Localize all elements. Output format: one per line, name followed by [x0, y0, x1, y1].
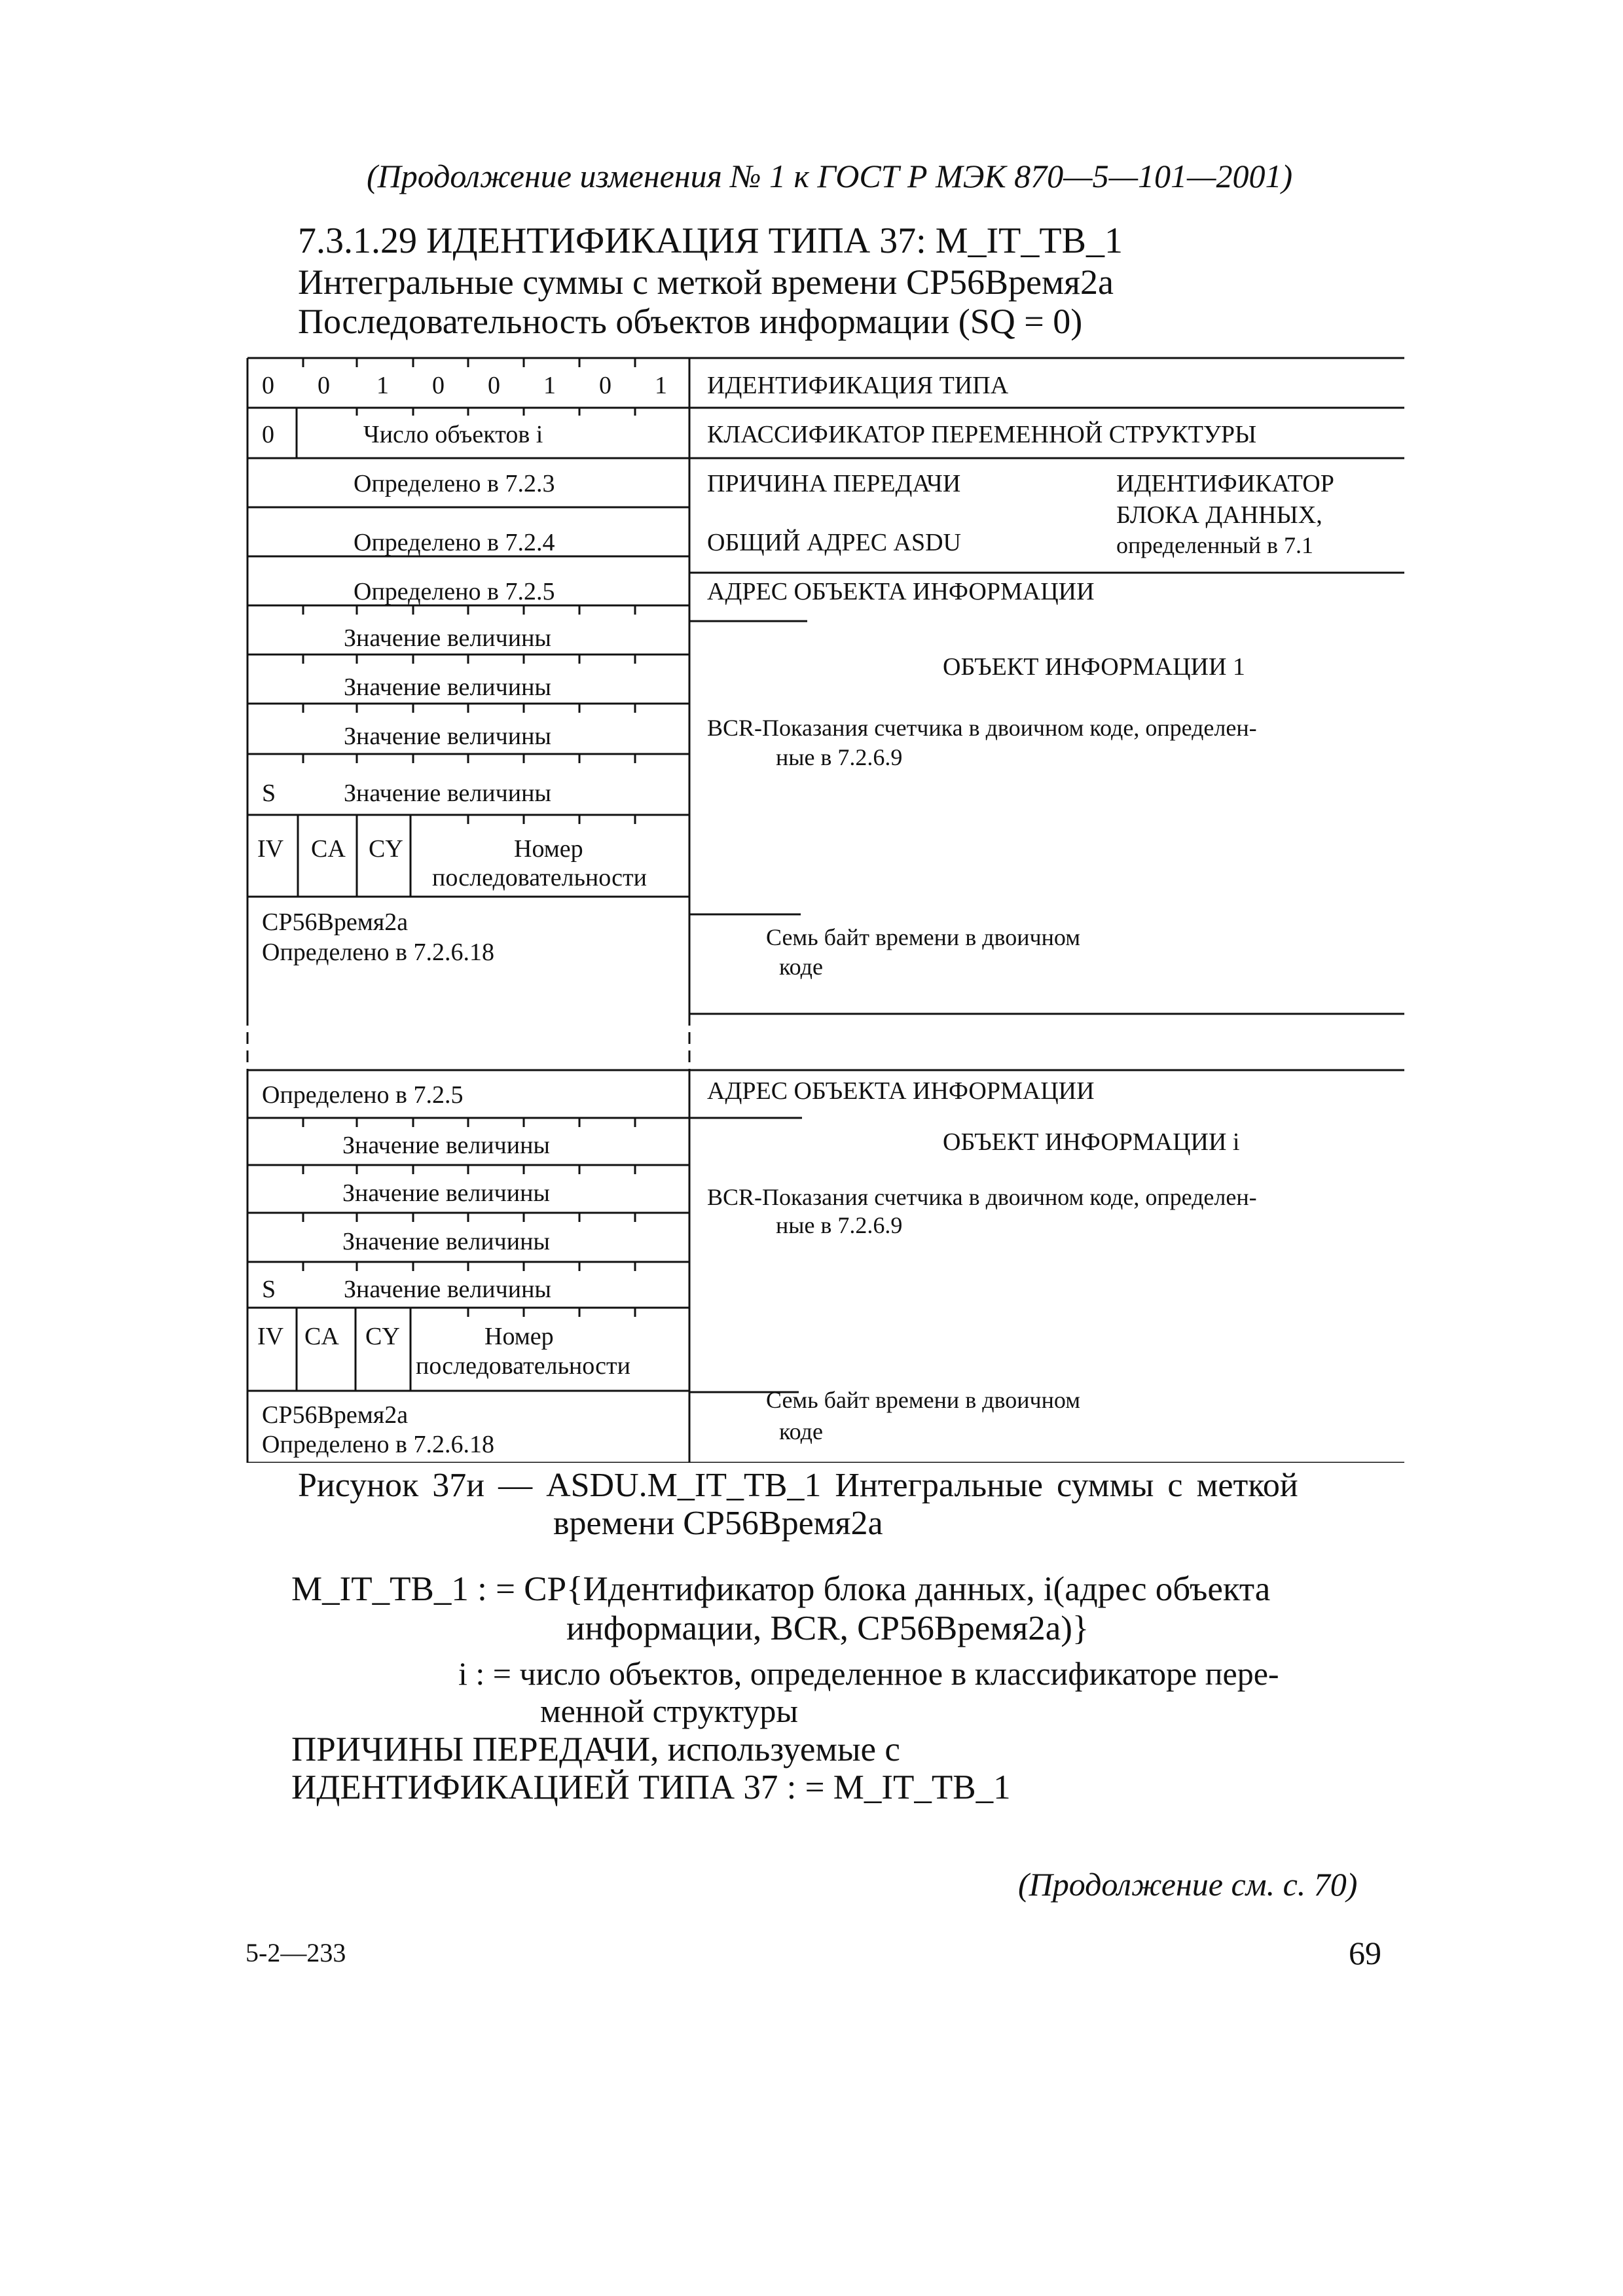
value-label: Значение величины: [344, 1276, 551, 1303]
duid-label-1: ИДЕНТИФИКАТОР: [1116, 470, 1334, 497]
time-label-1: Семь байт времени в двоичном: [766, 1387, 1080, 1413]
cp56-label-1: СР56Время2а: [262, 1401, 409, 1429]
print-code: 5-2—233: [246, 1938, 346, 1967]
vsq-first-bit: 0: [262, 421, 274, 448]
type-bit: 0: [599, 372, 611, 399]
type-bit: 0: [318, 372, 330, 399]
figure-caption-line-1: Рисунок 37и — ASDU.M_IT_TB_1 Интегральные суммы с меткой: [298, 1467, 1298, 1504]
ioa-def-label: Определено в 7.2.5: [354, 578, 555, 605]
page-number: 69: [1349, 1935, 1381, 1971]
info-object-1-label: ОБЪЕКТ ИНФОРМАЦИИ 1: [943, 653, 1245, 681]
common-addr-label: ОБЩИЙ АДРЕС ASDU: [707, 529, 961, 556]
cy-label: CY: [365, 1323, 400, 1350]
formula-line-3: i : = число объектов, определенное в классификаторе пере-: [458, 1655, 1279, 1692]
time-label-2: коде: [779, 954, 823, 980]
asdu-structure-diagram: [246, 357, 1404, 1463]
ca-label: CA: [304, 1323, 339, 1350]
value-label: Значение величины: [344, 624, 551, 652]
cot-def-label: Определено в 7.2.3: [354, 470, 555, 497]
time-label-1: Семь байт времени в двоичном: [766, 924, 1080, 950]
sign-bit-label: S: [262, 780, 276, 807]
time-label-2: коде: [779, 1418, 823, 1444]
cy-label: CY: [369, 835, 403, 863]
running-head: (Продолжение изменения № 1 к ГОСТ Р МЭК 870—5—101—2001): [367, 158, 1293, 194]
type-bit: 1: [655, 372, 667, 399]
sign-bit-label: S: [262, 1276, 276, 1303]
seq-label-2: последовательности: [432, 864, 647, 891]
ioa-label: АДРЕС ОБЪЕКТА ИНФОРМАЦИИ: [707, 578, 1095, 605]
value-label: Значение величины: [342, 1179, 550, 1207]
type-bit: 0: [432, 372, 445, 399]
duid-label-3: определенный в 7.1: [1116, 532, 1313, 558]
formula-line-6: ИДЕНТИФИКАЦИЕЙ ТИПА 37 : = M_IT_TB_1: [291, 1768, 1011, 1806]
value-label: Значение величины: [342, 1228, 550, 1255]
seq-label-2: последовательности: [416, 1352, 630, 1380]
section-subtitle-1: Интегральные суммы с меткой времени СР56Время2а: [298, 262, 1114, 302]
vsq-label: КЛАССИФИКАТОР ПЕРЕМЕННОЙ СТРУКТУРЫ: [707, 421, 1257, 448]
value-label: Значение величины: [342, 1132, 550, 1159]
ca-label: CA: [311, 835, 346, 863]
duid-label-2: БЛОКА ДАННЫХ,: [1116, 501, 1322, 529]
section-subtitle-2: Последовательность объектов информации (SQ = 0): [298, 302, 1083, 341]
formula-line-4: менной структуры: [540, 1693, 799, 1729]
type-bit: 0: [262, 372, 274, 399]
iv-label: IV: [257, 1323, 284, 1350]
value-label: Значение величины: [344, 723, 551, 750]
type-bit: 0: [488, 372, 500, 399]
cp56-label-2: Определено в 7.2.6.18: [262, 939, 494, 966]
seq-label-1: Номер: [514, 835, 583, 863]
formula-line-2: информации, BCR, СР56Время2а)}: [566, 1609, 1089, 1647]
cot-label: ПРИЧИНА ПЕРЕДАЧИ: [707, 470, 961, 497]
num-objects-label: Число объектов i: [363, 421, 543, 448]
cp56-label-2: Определено в 7.2.6.18: [262, 1431, 494, 1458]
info-object-i-label: ОБЪЕКТ ИНФОРМАЦИИ i: [943, 1128, 1240, 1156]
type-id-label: ИДЕНТИФИКАЦИЯ ТИПА: [707, 372, 1009, 399]
type-bit: 1: [543, 372, 556, 399]
bcr-label-2: ные в 7.2.6.9: [776, 744, 903, 770]
seq-label-1: Номер: [484, 1323, 554, 1350]
bcr-label-1: BCR-Показания счетчика в двоичном коде, определен-: [707, 1184, 1257, 1210]
formula-line-5: ПРИЧИНЫ ПЕРЕДАЧИ, используемые с: [291, 1731, 900, 1768]
ioa-def-label: Определено в 7.2.5: [262, 1081, 464, 1109]
continuation-note: (Продолжение см. с. 70): [1018, 1866, 1358, 1903]
common-addr-def-label: Определено в 7.2.4: [354, 529, 555, 556]
cp56-label-1: СР56Время2а: [262, 908, 409, 936]
type-bit: 1: [376, 372, 389, 399]
bcr-label-2: ные в 7.2.6.9: [776, 1212, 903, 1238]
formula-line-1: M_IT_TB_1 : = СР{Идентификатор блока данных, i(адрес объекта: [291, 1570, 1271, 1608]
figure-caption-line-2: времени СР56Время2а: [553, 1505, 883, 1542]
value-label: Значение величины: [344, 673, 551, 701]
value-label: Значение величины: [344, 780, 551, 807]
iv-label: IV: [257, 835, 284, 863]
ioa-label: АДРЕС ОБЪЕКТА ИНФОРМАЦИИ: [707, 1077, 1095, 1105]
bcr-label-1: BCR-Показания счетчика в двоичном коде, определен-: [707, 715, 1257, 741]
section-title: 7.3.1.29 ИДЕНТИФИКАЦИЯ ТИПА 37: M_IT_TB_1: [298, 221, 1123, 261]
